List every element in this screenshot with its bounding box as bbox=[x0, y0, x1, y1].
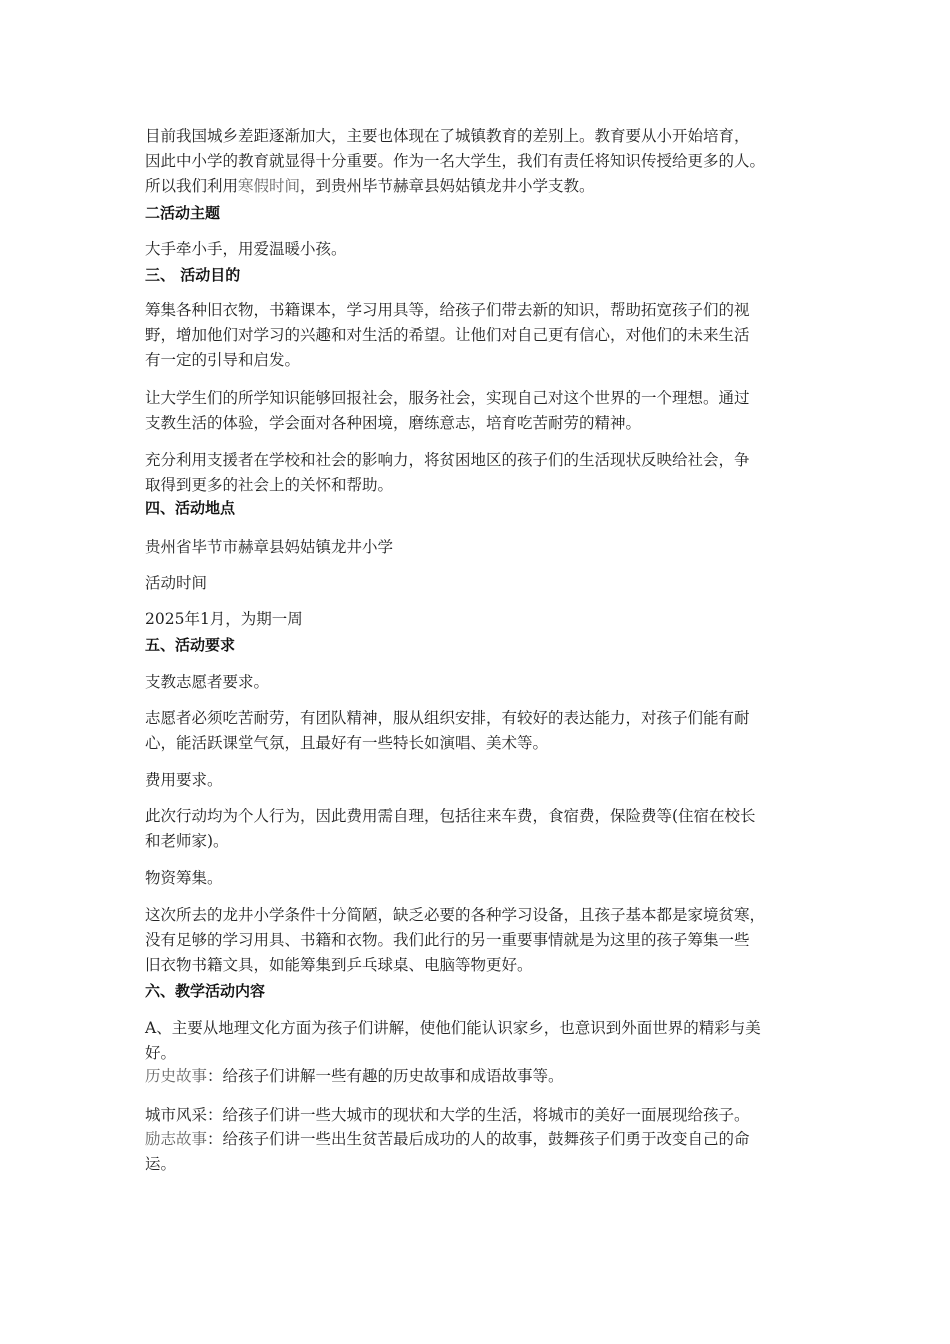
history-story-text bbox=[145, 1064, 815, 1089]
purpose-p1-line-3: 有一定的引导和启发。 bbox=[145, 351, 301, 369]
teaching-a-text bbox=[145, 1016, 815, 1066]
volunteer-requirements-text bbox=[145, 706, 815, 756]
teaching-a-line-2: 好。 bbox=[145, 1044, 177, 1062]
cost-line-1: 此次行动均为个人行为，因此费用需自理，包括往来车费，食宿费，保险费等(住宿在校长 bbox=[145, 807, 756, 825]
cost-line-2: 和老师家)。 bbox=[145, 832, 229, 850]
teaching-a-line-1: A、主要从地理文化方面为孩子们讲解，使他们能认识家乡，也意识到外面世界的精彩与美 bbox=[145, 1019, 761, 1037]
location-text: 贵州省毕节市赫章县妈姑镇龙井小学 bbox=[145, 538, 394, 556]
heading-activity-requirements: 五、活动要求 bbox=[145, 636, 236, 654]
intro-line-1: 目前我国城乡差距逐渐加大，主要也体现在了城镇教育的差别上。教育要从小开始培育， bbox=[145, 127, 750, 145]
city-style-text: 城市风采：给孩子们讲一些大城市的现状和大学的生活，将城市的美好一面展现给孩子。 bbox=[145, 1106, 750, 1124]
intro-line-3b-highlight: 寒假时间 bbox=[238, 177, 301, 195]
purpose-p3-line-2: 取得到更多的社会上的关怀和帮助。 bbox=[145, 476, 394, 494]
inspire-story-text bbox=[145, 1127, 815, 1177]
purpose-p2-line-2: 支教生活的体验，学会面对各种困境，磨练意志，培育吃苦耐劳的精神。 bbox=[145, 414, 642, 432]
volunteer-requirements-label: 支教志愿者要求。 bbox=[145, 673, 270, 691]
purpose-paragraph-1 bbox=[145, 298, 815, 373]
intro-line-3a: 所以我们利用 bbox=[145, 177, 239, 195]
intro-paragraph bbox=[145, 124, 815, 199]
inspire-line-1: ：给孩子们讲一些出生贫苦最后成功的人的故事，鼓舞孩子们勇于改变自己的命 bbox=[207, 1130, 750, 1148]
purpose-paragraph-3 bbox=[145, 448, 815, 498]
history-story-desc: ：给孩子们讲解一些有趣的历史故事和成语故事等。 bbox=[207, 1067, 564, 1085]
supplies-line-1: 这次所去的龙井小学条件十分简陋，缺乏必要的各种学习设备，且孩子基本都是家境贫寒， bbox=[145, 906, 766, 924]
volunteer-line-1: 志愿者必须吃苦耐劳，有团队精神，服从组织安排，有较好的表达能力，对孩子们能有耐 bbox=[145, 709, 750, 727]
time-label: 活动时间 bbox=[145, 574, 208, 592]
cost-requirements-label: 费用要求。 bbox=[145, 771, 223, 789]
intro-line-2: 因此中小学的教育就显得十分重要。作为一名大学生，我们有责任将知识传授给更多的人。 bbox=[145, 152, 766, 170]
purpose-paragraph-2 bbox=[145, 386, 815, 436]
inspire-story-label: 励志故事 bbox=[145, 1130, 208, 1148]
history-story-label: 历史故事 bbox=[145, 1067, 208, 1085]
intro-line-3c: ，到贵州毕节赫章县妈姑镇龙井小学支教。 bbox=[300, 177, 595, 195]
heading-activity-theme: 二活动主题 bbox=[145, 204, 221, 222]
activity-theme-text: 大手牵小手，用爱温暖小孩。 bbox=[145, 240, 347, 258]
heading-activity-purpose: 三、 活动目的 bbox=[145, 266, 241, 284]
supplies-line-2: 没有足够的学习用具、书籍和衣物。我们此行的另一重要事情就是为这里的孩子筹集一些 bbox=[145, 931, 750, 949]
supplies-label: 物资筹集。 bbox=[145, 869, 223, 887]
supplies-line-3: 旧衣物书籍文具，如能筹集到乒乓球桌、电脑等物更好。 bbox=[145, 956, 533, 974]
purpose-p1-line-2: 野，增加他们对学习的兴趣和对生活的希望。让他们对自己更有信心，对他们的未来生活 bbox=[145, 326, 750, 344]
purpose-p3-line-1: 充分利用支援者在学校和社会的影响力，将贫困地区的孩子们的生活现状反映给社会，争 bbox=[145, 451, 750, 469]
heading-activity-location: 四、活动地点 bbox=[145, 499, 236, 517]
time-text: 2025年1月，为期一周 bbox=[145, 610, 303, 628]
heading-teaching-content: 六、教学活动内容 bbox=[145, 982, 266, 1000]
inspire-line-2: 运。 bbox=[145, 1155, 177, 1173]
purpose-p2-line-1: 让大学生们的所学知识能够回报社会，服务社会，实现自己对这个世界的一个理想。通过 bbox=[145, 389, 750, 407]
supplies-text bbox=[145, 903, 815, 978]
cost-requirements-text bbox=[145, 804, 815, 854]
purpose-p1-line-1: 筹集各种旧衣物，书籍课本，学习用具等，给孩子们带去新的知识，帮助拓宽孩子们的视 bbox=[145, 301, 750, 319]
volunteer-line-2: 心，能活跃课堂气氛，且最好有一些特长如演唱、美术等。 bbox=[145, 734, 549, 752]
